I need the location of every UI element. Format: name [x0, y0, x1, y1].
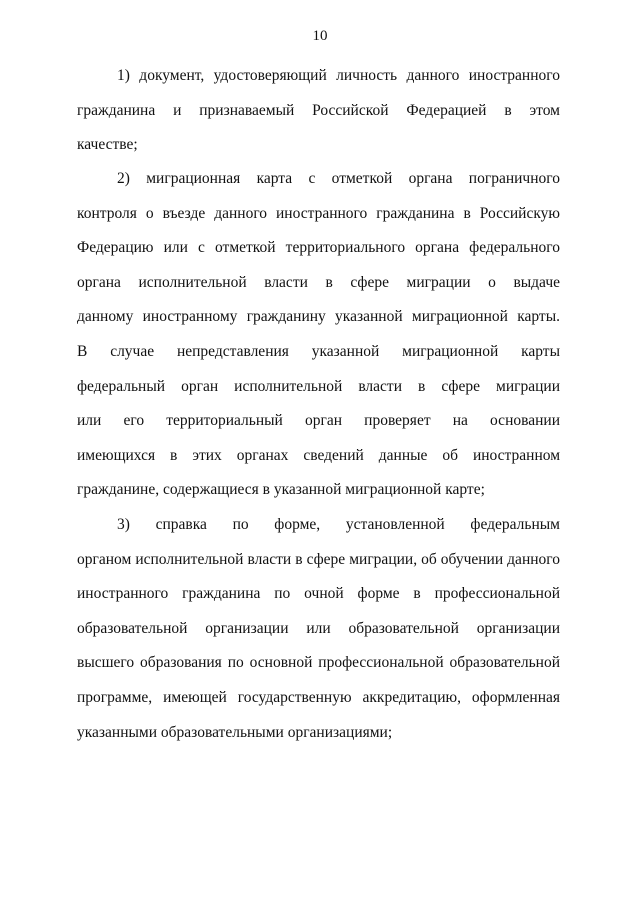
text-line: 3) справка по форме, установленной федеральным	[117, 516, 560, 533]
text-line: образовательной организации или образовательной организации	[77, 619, 560, 637]
text-line: гражданина и признаваемый Российской Федерацией в этом	[77, 101, 560, 119]
page-number: 10	[312, 28, 328, 44]
text-line: Федерацию или с отметкой территориального органа федерального	[77, 239, 560, 257]
text-line: органом исполнительной власти в сфере миграции, об обучении данного	[77, 550, 560, 568]
paragraph-identity-document	[77, 59, 560, 163]
paragraph-study-certificate	[77, 508, 560, 750]
text-line: 1) документ, удостоверяющий личность данного иностранного	[117, 67, 560, 84]
text-line: контроля о въезде данного иностранного гражданина в Российскую	[77, 204, 560, 222]
text-line: гражданине, содержащиеся в указанной миграционной карте;	[77, 481, 485, 499]
paragraph-migration-card	[77, 162, 560, 508]
text-line: имеющихся в этих органах сведений данные об иностранном	[77, 446, 560, 464]
text-line: В случае непредставления указанной миграционной карты	[77, 342, 560, 360]
text-line: качестве;	[77, 136, 138, 154]
text-line: или его территориальный орган проверяет на основании	[77, 412, 560, 430]
text-line: указанными образовательными организациями;	[77, 723, 393, 741]
text-line: программе, имеющей государственную аккредитацию, оформленная	[77, 688, 560, 706]
text-line: органа исполнительной власти в сфере миграции о выдаче	[77, 273, 560, 291]
text-line: высшего образования по основной профессиональной образовательной	[77, 654, 560, 672]
text-line: иностранного гражданина по очной форме в профессиональной	[77, 585, 560, 603]
text-line: 2) миграционная карта с отметкой органа пограничного	[117, 170, 560, 187]
text-line: федеральный орган исполнительной власти в сфере миграции	[77, 377, 560, 395]
text-line: данному иностранному гражданину указанной миграционной карты.	[77, 308, 560, 326]
